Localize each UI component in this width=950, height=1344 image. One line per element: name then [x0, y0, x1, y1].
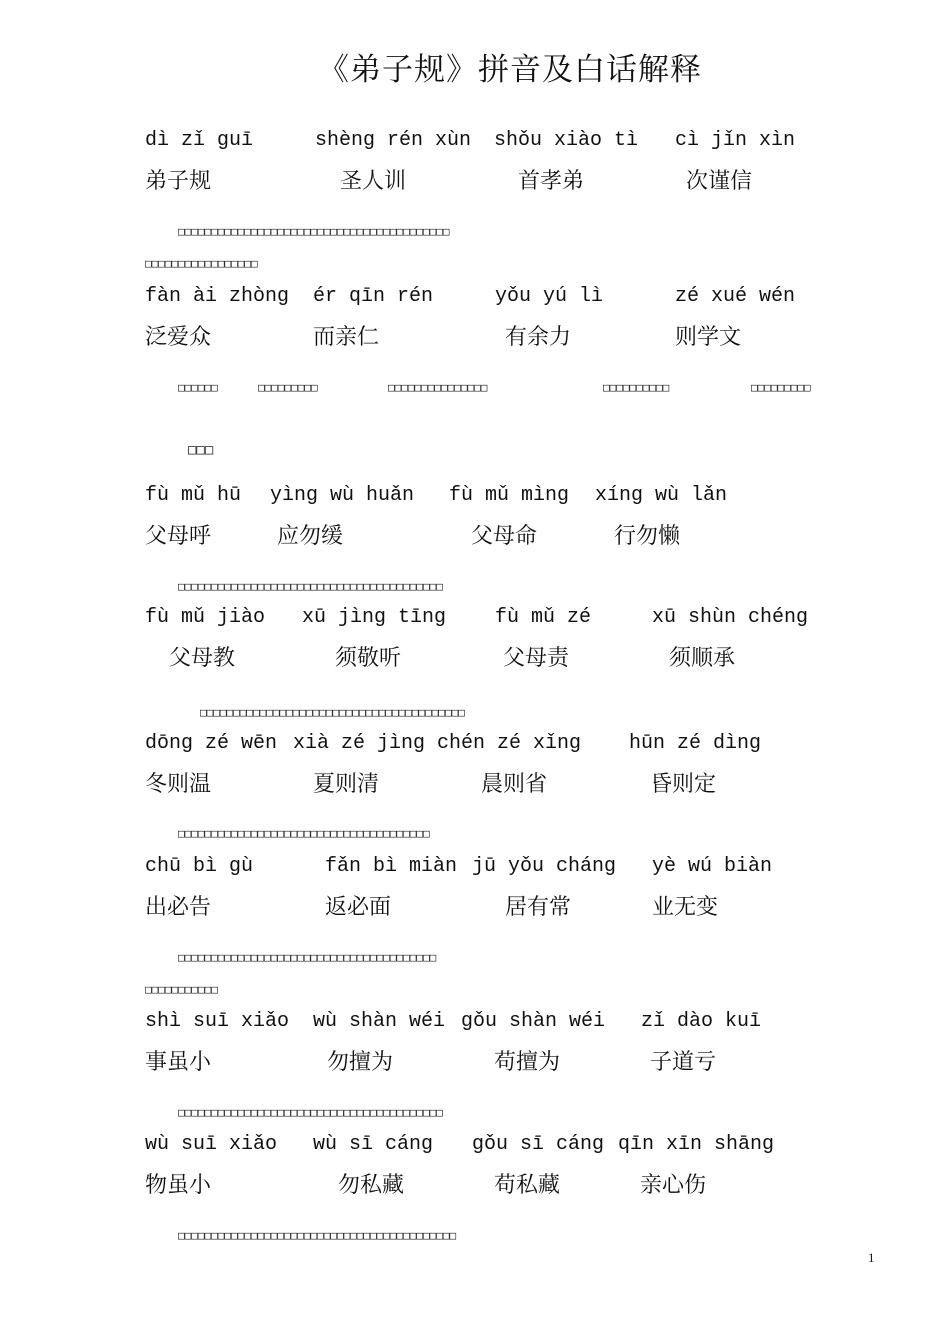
hanzi-text: 出必告 [145, 895, 212, 920]
hanzi-text: 首孝弟 [518, 169, 585, 194]
pinyin-text: fǎn bì miàn [325, 855, 458, 878]
hanzi-text: 须顺承 [669, 646, 736, 671]
pinyin-text: fàn ài zhòng [145, 285, 290, 308]
hanzi-text: 亲心伤 [640, 1173, 707, 1198]
gloss-line: □□□□□□□□□□□□□□□□□ [145, 257, 258, 270]
pinyin-text: chū bì gù [145, 855, 254, 878]
hanzi-text: 而亲仁 [313, 325, 380, 350]
pinyin-text: dì zǐ guī [145, 129, 254, 152]
pinyin-text: xíng wù lǎn [595, 484, 728, 507]
gloss-line: □□□□□□□□□□□□□□□□□□□□□□□□□□□□□□□□□□□□□□□□ [178, 1106, 443, 1119]
hanzi-text: 泛爱众 [145, 325, 212, 350]
gloss-line: □□□□□□ [178, 381, 218, 394]
hanzi-text: 圣人训 [340, 169, 407, 194]
hanzi-text: 次谨信 [686, 169, 753, 194]
pinyin-text: xū shùn chéng [652, 606, 809, 629]
pinyin-text: dōng zé wēn [145, 732, 278, 755]
hanzi-text: 有余力 [505, 325, 572, 350]
pinyin-text: gǒu shàn wéi [461, 1010, 606, 1033]
hanzi-text: 昏则定 [650, 772, 717, 797]
hanzi-row [0, 523, 950, 553]
hanzi-row [0, 771, 950, 801]
pinyin-text: cì jǐn xìn [675, 129, 796, 152]
hanzi-text: 父母命 [471, 524, 538, 549]
hanzi-text: 父母呼 [145, 524, 212, 549]
gloss-line: □□□□□□□□□□□□□□□ [388, 381, 488, 394]
gloss-line: □□□□□□□□□ [751, 381, 811, 394]
hanzi-row [0, 324, 950, 354]
hanzi-text: 居有常 [505, 895, 572, 920]
hanzi-text: 苟私藏 [494, 1173, 561, 1198]
gloss-line: □□□□□□□□□□ [603, 381, 670, 394]
pinyin-text: xià zé jìng [293, 732, 426, 755]
hanzi-text: 晨则省 [481, 772, 548, 797]
pinyin-row [0, 284, 950, 314]
pinyin-text: fù mǔ hū [145, 484, 242, 507]
hanzi-text: 弟子规 [145, 169, 212, 194]
document-title: 《弟子规》拼音及白话解释 [318, 52, 702, 88]
hanzi-row [0, 894, 950, 924]
hanzi-text: 业无变 [652, 895, 719, 920]
hanzi-text: 夏则清 [313, 772, 380, 797]
hanzi-row [0, 1172, 950, 1202]
hanzi-text: 物虽小 [145, 1173, 212, 1198]
pinyin-text: ér qīn rén [313, 285, 434, 308]
pinyin-text: qīn xīn shāng [618, 1133, 775, 1156]
pinyin-text: zǐ dào kuī [641, 1010, 762, 1033]
pinyin-text: shèng rén xùn [315, 129, 472, 152]
pinyin-text: fù mǔ zé [495, 606, 592, 629]
pinyin-row [0, 128, 950, 158]
pinyin-row [0, 483, 950, 513]
hanzi-row [0, 1049, 950, 1079]
pinyin-text: fù mǔ jiào [145, 606, 266, 629]
pinyin-row [0, 1132, 950, 1162]
pinyin-text: wù shàn wéi [313, 1010, 446, 1033]
pinyin-text: xū jìng tīng [302, 606, 447, 629]
hanzi-text: 应勿缓 [277, 524, 344, 549]
gloss-line: □□□□□□□□□□□□□□□□□□□□□□□□□□□□□□□□□□□□□□ [178, 827, 430, 840]
gloss-line: □□□□□□□□□□□□□□□□□□□□□□□□□□□□□□□□□□□□□□□ [178, 951, 437, 964]
gloss-line: □□□□□□□□□□□□□□□□□□□□□□□□□□□□□□□□□□□□□□□□□□ [178, 1229, 457, 1242]
pinyin-text: yǒu yú lì [495, 285, 604, 308]
gloss-line: □□□□□□□□□□□□□□□□□□□□□□□□□□□□□□□□□□□□□□□□ [200, 706, 465, 719]
gloss-line: □□□□□□□□□□□□□□□□□□□□□□□□□□□□□□□□□□□□□□□□ [178, 580, 443, 593]
hanzi-text: 子道亏 [650, 1050, 717, 1075]
pinyin-text: shì suī xiǎo [145, 1010, 290, 1033]
hanzi-text: 须敬听 [335, 646, 402, 671]
pinyin-text: shǒu xiào tì [494, 129, 639, 152]
hanzi-row [0, 168, 950, 198]
pinyin-text: yìng wù huǎn [270, 484, 415, 507]
gloss-line: □□□□□□□□□□□ [145, 983, 218, 996]
hanzi-text: 事虽小 [145, 1050, 212, 1075]
pinyin-text: jū yǒu cháng [472, 855, 617, 878]
pinyin-row [0, 731, 950, 761]
gloss-line: □□□□□□□□□ [258, 381, 318, 394]
pinyin-row [0, 605, 950, 635]
pinyin-row [0, 1009, 950, 1039]
gloss-line: □□□ [188, 442, 214, 458]
pinyin-text: gǒu sī cáng [472, 1133, 605, 1156]
hanzi-text: 父母责 [503, 646, 570, 671]
gloss-line: □□□□□□□□□□□□□□□□□□□□□□□□□□□□□□□□□□□□□□□□□ [178, 225, 450, 238]
pinyin-text: wù sī cáng [313, 1133, 434, 1156]
pinyin-text: yè wú biàn [652, 855, 773, 878]
pinyin-text: chén zé xǐng [437, 732, 582, 755]
hanzi-text: 父母教 [169, 646, 236, 671]
hanzi-text: 则学文 [675, 325, 742, 350]
pinyin-text: zé xué wén [675, 285, 796, 308]
pinyin-row [0, 854, 950, 884]
hanzi-text: 苟擅为 [494, 1050, 561, 1075]
hanzi-text: 勿擅为 [327, 1050, 394, 1075]
hanzi-text: 勿私藏 [338, 1173, 405, 1198]
page-number: 1 [868, 1250, 875, 1265]
pinyin-text: fù mǔ mìng [449, 484, 570, 507]
hanzi-row [0, 645, 950, 675]
hanzi-text: 冬则温 [145, 772, 212, 797]
hanzi-text: 行勿懒 [614, 524, 681, 549]
pinyin-text: hūn zé dìng [629, 732, 762, 755]
hanzi-text: 返必面 [325, 895, 392, 920]
pinyin-text: wù suī xiǎo [145, 1133, 278, 1156]
